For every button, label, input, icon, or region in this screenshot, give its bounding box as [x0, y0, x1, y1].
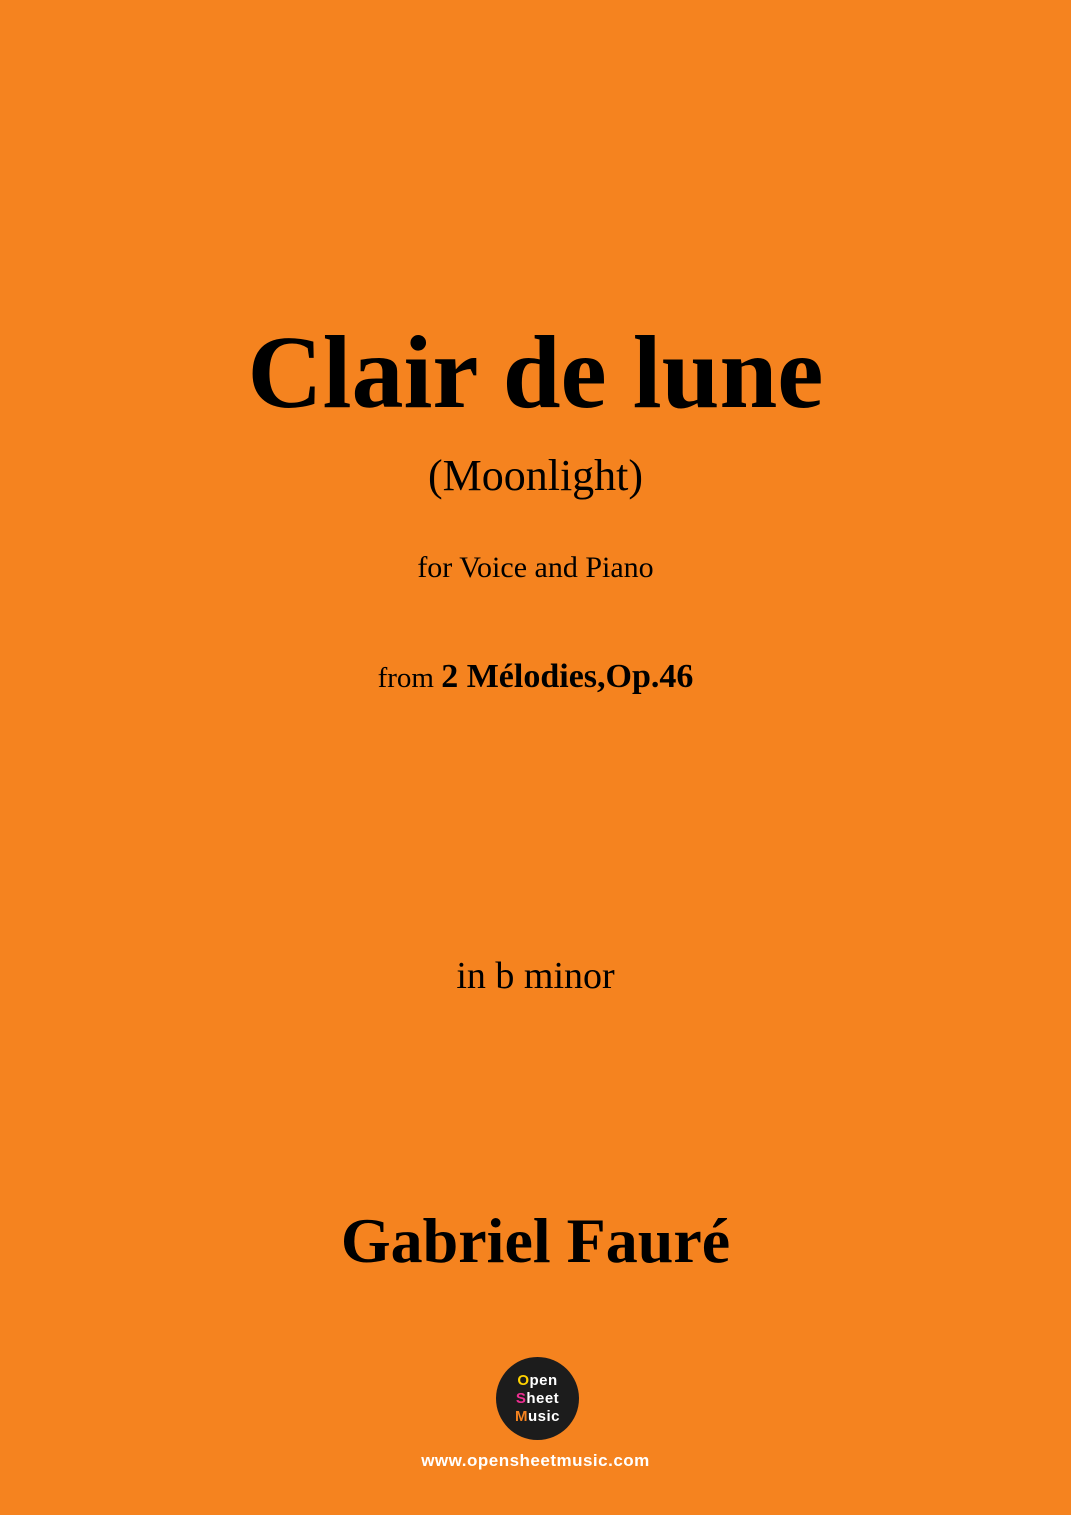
logo-initial: M: [514, 1407, 528, 1425]
composer-name: Gabriel Fauré: [340, 1205, 731, 1276]
logo-line-music: [515, 1408, 560, 1426]
collection-prefix: from: [377, 662, 442, 694]
logo-initial: O: [517, 1371, 530, 1389]
piece-title: Clair de lune: [247, 315, 824, 430]
open-sheet-music-logo-icon: [496, 1357, 579, 1440]
website-url: www.opensheetmusic.com: [421, 1451, 650, 1470]
logo-initial: S: [515, 1389, 527, 1407]
logo-rest: heet: [526, 1389, 560, 1407]
key-label: in b minor: [456, 955, 615, 997]
collection-title: 2 Mélodies,Op.46: [441, 658, 694, 695]
logo-rest: pen: [529, 1371, 558, 1389]
logo-line-open: [517, 1372, 557, 1390]
collection-line: [0, 660, 1071, 694]
logo-line-sheet: [516, 1390, 559, 1408]
logo-rest: usic: [527, 1407, 560, 1425]
instrumentation-label: for Voice and Piano: [417, 551, 654, 584]
piece-subtitle: (Moonlight): [427, 451, 644, 500]
